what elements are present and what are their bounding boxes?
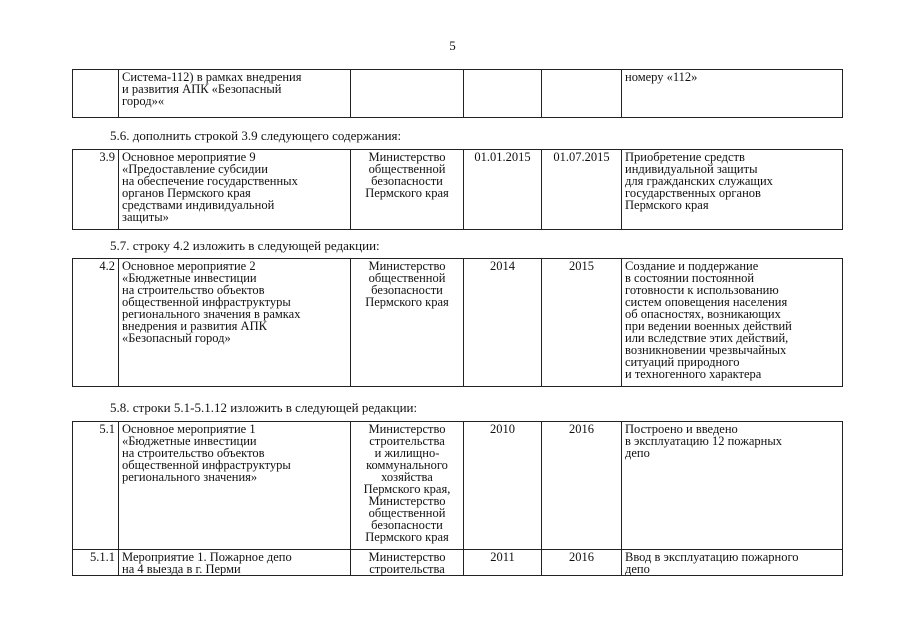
- cell-org: Министерство общественной безопасности Пермского края: [351, 259, 464, 387]
- cell-end: 2015: [542, 259, 622, 387]
- cell-num: 4.2: [73, 259, 119, 387]
- cell-end: 01.07.2015: [542, 150, 622, 230]
- cell-num: [73, 70, 119, 118]
- cell-start: 2010: [464, 422, 542, 550]
- cell-end: 2016: [542, 550, 622, 576]
- cell-result: Ввод в эксплуатацию пожарного депо: [622, 550, 843, 576]
- table-continuation: [72, 69, 843, 118]
- cell-start: 01.01.2015: [464, 150, 542, 230]
- cell-result: Приобретение средств индивидуальной защиты для гражданских служащих государственных органов Пермского края: [622, 150, 843, 230]
- paragraph-5-6: 5.6. дополнить строкой 3.9 следующего содержания:: [110, 128, 402, 143]
- cell-org: Министерство строительства и жилищно- коммунального хозяйства Пермского края, Министерство общественной безопасности Пермского края: [351, 422, 464, 550]
- paragraph-5-8: 5.8. строки 5.1-5.1.12 изложить в следующей редакции:: [110, 400, 418, 415]
- cell-org: Министерство строительства: [351, 550, 464, 576]
- cell-start: 2014: [464, 259, 542, 387]
- table-row: [73, 422, 843, 550]
- cell-num: 5.1.1: [73, 550, 119, 576]
- cell-num: 5.1: [73, 422, 119, 550]
- cell-org: [351, 70, 464, 118]
- table-row-3-9: [72, 149, 843, 230]
- cell-result: Создание и поддержание в состоянии постоянной готовности к использованию систем оповещения населения об опасностях, возникающих при ведении военных действий или вследствие этих действий, возникновении чрезвычайных ситуаций природного и техногенного характера: [622, 259, 843, 387]
- cell-name: Основное мероприятие 9 «Предоставление субсидии на обеспечение государственных органов Пермского края средствами индивидуальной защиты»: [119, 150, 351, 230]
- table-row: [73, 550, 843, 576]
- page-number: 5: [449, 38, 456, 53]
- table-row-4-2: [72, 258, 843, 387]
- table-row: [73, 259, 843, 387]
- cell-num: 3.9: [73, 150, 119, 230]
- table-rows-5-1: [72, 421, 843, 576]
- cell-org: Министерство общественной безопасности Пермского края: [351, 150, 464, 230]
- cell-end: 2016: [542, 422, 622, 550]
- cell-result: Построено и введено в эксплуатацию 12 пожарных депо: [622, 422, 843, 550]
- table-row: [73, 150, 843, 230]
- cell-name: Мероприятие 1. Пожарное депо на 4 выезда в г. Перми: [119, 550, 351, 576]
- cell-end: [542, 70, 622, 118]
- cell-result: номеру «112»: [622, 70, 843, 118]
- table-row: [73, 70, 843, 118]
- cell-start: 2011: [464, 550, 542, 576]
- cell-start: [464, 70, 542, 118]
- cell-name: Основное мероприятие 2 «Бюджетные инвестиции на строительство объектов общественной инфраструктуры регионального значения в рамках внедрения и развития АПК «Безопасный город»: [119, 259, 351, 387]
- cell-name: Основное мероприятие 1 «Бюджетные инвестиции на строительство объектов общественной инфраструктуры регионального значения»: [119, 422, 351, 550]
- paragraph-5-7: 5.7. строку 4.2 изложить в следующей редакции:: [110, 238, 380, 253]
- cell-name: Система-112) в рамках внедрения и развития АПК «Безопасный город»«: [119, 70, 351, 118]
